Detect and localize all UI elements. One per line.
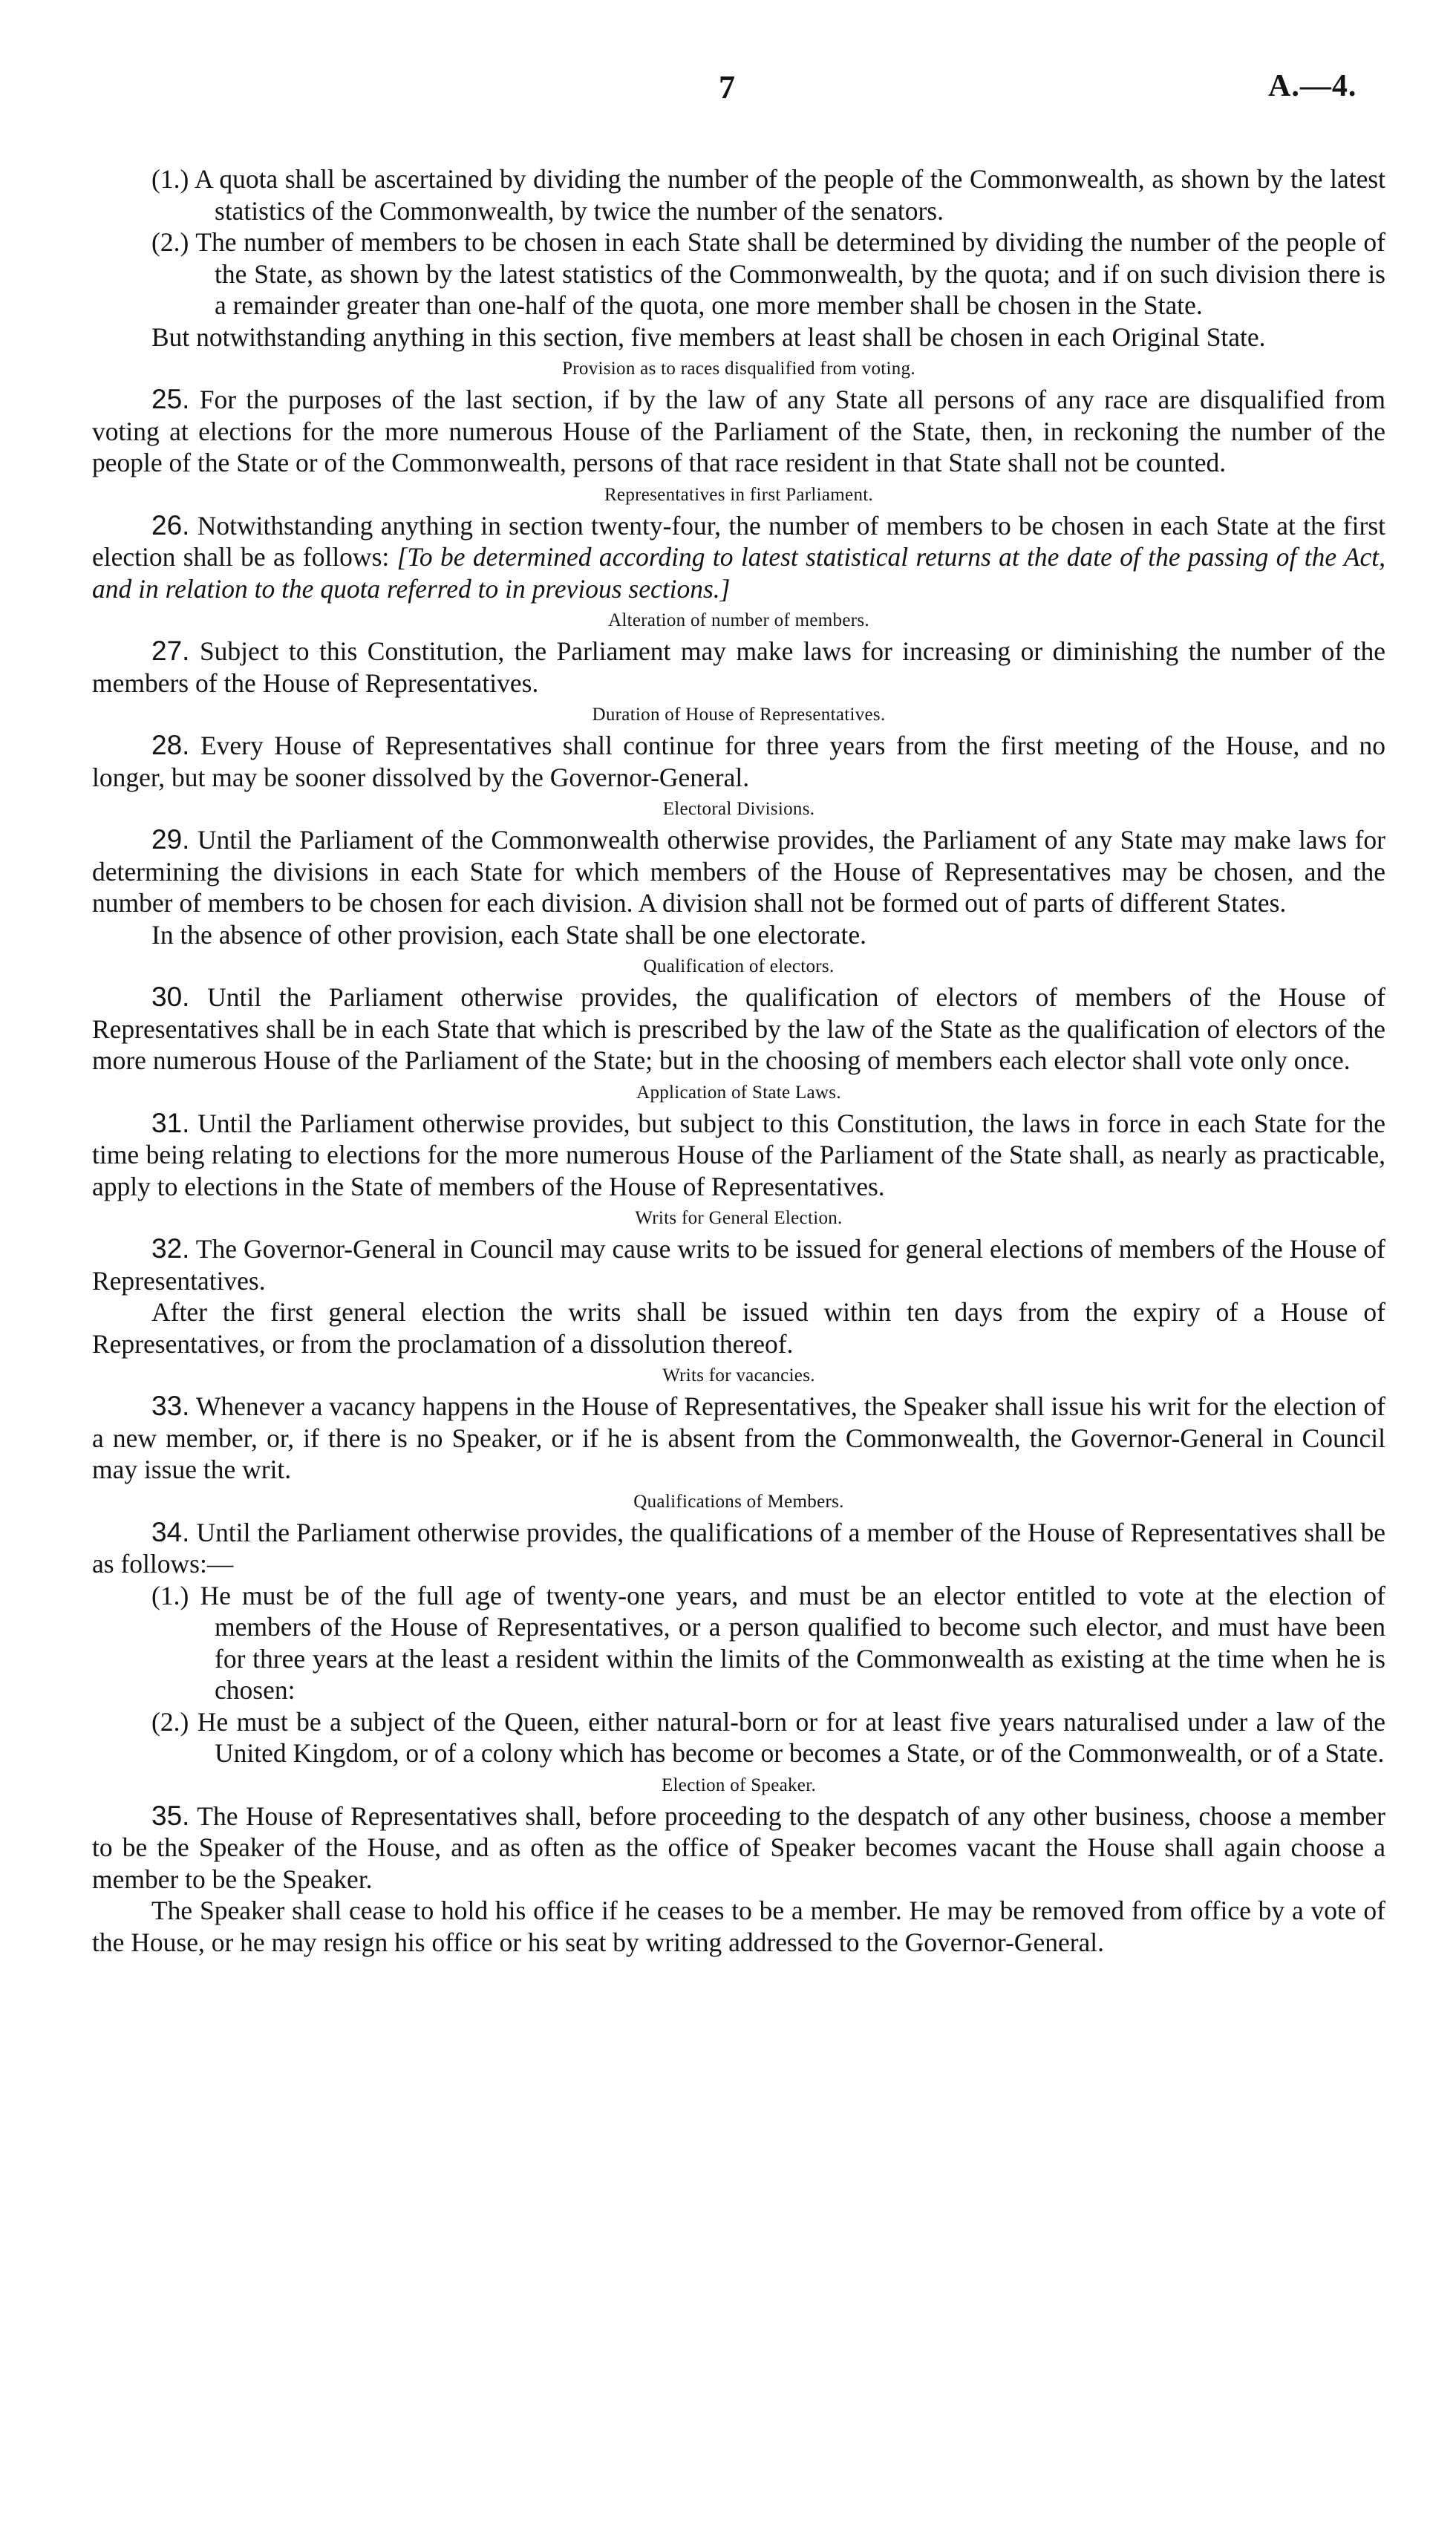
section-34: [92, 1517, 1385, 1580]
section-35-paragraph-2: The Speaker shall cease to hold his office if he ceases to be a member. He may be removed from office by a vote of the House, or he may resign his office or his seat by writing addressed to the Governor-General.: [92, 1896, 1385, 1957]
section-text: Until the Parliament otherwise provides, the qualification of electors of members of the House of Representatives shall be in each State that which is prescribed by the law of the State as the qualification of electors of the more numerous House of the Parliament of the State; but in the choosing of members each elector shall vote only once.: [92, 982, 1386, 1075]
section-number: 30.: [151, 982, 190, 1012]
section-28-marginal-note: Duration of House of Representatives.: [592, 705, 886, 725]
section-34-clause-1: [92, 1580, 1385, 1706]
section-text: Notwithstanding anything in section twenty-four, the number of members to be chosen in each State at the first election shall be as follows:: [92, 510, 1385, 572]
section-text: The Governor-General in Council may cause writs to be issued for general elections of members of the House of Representatives.: [92, 1234, 1386, 1296]
page-header: [0, 68, 1456, 113]
clause-number: (1.): [151, 164, 189, 194]
section-32: [92, 1233, 1385, 1296]
document-reference: A.—4.: [1268, 69, 1357, 103]
section-26-marginal-note: Representatives in first Parliament.: [604, 484, 874, 505]
section-33: [92, 1391, 1385, 1486]
clause-number: (2.): [151, 227, 189, 257]
section-25-marginal-note: Provision as to races disqualified from voting.: [562, 359, 915, 379]
section-number: 32.: [151, 1233, 190, 1264]
section-italic-note: [To be determined according to latest statistical returns at the date of the passing of the Act, and in relation to the quota referred to in previous sections.]: [92, 542, 1385, 604]
page-number: 7: [719, 69, 735, 105]
section-27: [92, 636, 1385, 699]
section-number: 31.: [151, 1107, 190, 1138]
section-30-marginal-note: Qualification of electors.: [643, 956, 835, 976]
section-34-marginal-note: Qualifications of Members.: [633, 1491, 844, 1512]
document-body: [92, 163, 1385, 1958]
section-number: 35.: [151, 1800, 190, 1831]
section-text: Until the Parliament otherwise provides, but subject to this Constitution, the laws in force in each State for the time being relating to elections for the more numerous House of the Parliament of the State shall, as nearly as practicable, apply to elections in the State of members of the House of Representatives.: [92, 1108, 1386, 1201]
section-number: 25.: [151, 384, 190, 414]
section-text: Until the Parliament of the Commonwealth otherwise provides, the Parliament of any State may make laws for determining the divisions in each State for which members of the House of Representatives may be chosen, and the number of members to be chosen for each division. A division shall not be formed out of parts of different States.: [92, 825, 1385, 918]
section-27-marginal-note: Alteration of number of members.: [608, 610, 869, 630]
section-28: [92, 730, 1385, 793]
section-26: [92, 510, 1385, 605]
clause-text: He must be a subject of the Queen, either natural-born or for at least five years naturalised under a law of the United Kingdom, or of a colony which has become or becomes a State, or of the Commonwealth, or of a State.: [197, 1706, 1386, 1768]
section-25: [92, 384, 1385, 479]
section-24-clause-1: [92, 163, 1385, 226]
section-number: 29.: [151, 824, 190, 855]
clause-text: The number of members to be chosen in each State shall be determined by dividing the number of the people of the State, as shown by the latest statistics of the Commonwealth, by the quota; and if on such division there is a remainder greater than one-half of the quota, one more member shall be chosen in the State.: [195, 227, 1386, 320]
section-30: [92, 982, 1385, 1077]
clause-number: (1.): [151, 1580, 189, 1610]
section-31-marginal-note: Application of State Laws.: [636, 1082, 841, 1103]
section-number: 34.: [151, 1516, 190, 1547]
section-text: For the purposes of the last section, if by the law of any State all persons of any race are disqualified from voting at elections for the more numerous House of the Parliament of the State, then, in reckoning the number of the people of the State or of the Commonwealth, persons of that race resident in that State shall not be counted.: [92, 385, 1386, 477]
section-number: 27.: [151, 636, 190, 666]
section-number: 26.: [151, 509, 190, 541]
section-text: Subject to this Constitution, the Parliament may make laws for increasing or diminishing the number of the members of the House of Representatives.: [92, 636, 1386, 698]
section-text: The House of Representatives shall, before proceeding to the despatch of any other business, choose a member to be the Speaker of the House, and as often as the office of Speaker becomes vacant the House shall again choose a member to be the Speaker.: [92, 1801, 1386, 1894]
section-24-tail: But notwithstanding anything in this section, five members at least shall be chosen in each Original State.: [151, 321, 1266, 352]
section-35: [92, 1801, 1385, 1896]
clause-number: (2.): [151, 1706, 189, 1737]
section-text: Whenever a vacancy happens in the House of Representatives, the Speaker shall issue his writ for the election of a new member, or, if there is no Speaker, or if he is absent from the Commonwealth, the Governor-General in Council may issue the writ.: [92, 1391, 1386, 1484]
section-35-marginal-note: Election of Speaker.: [661, 1775, 816, 1795]
clause-text: He must be of the full age of twenty-one years, and must be an elector entitled to vote at the election of members of the House of Representatives, or a person qualified to become such elector, and must have been for three years at the least a resident within the limits of the Commonwealth as existing at the time when he is chosen:: [200, 1580, 1385, 1705]
section-33-marginal-note: Writs for vacancies.: [662, 1365, 815, 1385]
section-24-clause-2: [92, 226, 1385, 321]
clause-text: A quota shall be ascertained by dividing the number of the people of the Commonwealth, as shown by the latest statistics of the Commonwealth, by twice the number of the senators.: [194, 164, 1386, 226]
section-number: 33.: [151, 1391, 190, 1421]
section-29-paragraph-2: In the absence of other provision, each State shall be one electorate.: [151, 919, 867, 950]
section-29: [92, 824, 1385, 919]
section-31: [92, 1108, 1385, 1203]
section-32-paragraph-2: After the first general election the writs shall be issued within ten days from the expiry of a House of Representatives, or from the proclamation of a dissolution thereof.: [92, 1297, 1385, 1359]
section-number: 28.: [151, 730, 190, 760]
section-text: Until the Parliament otherwise provides, the qualifications of a member of the House of Representatives shall be as follows:—: [92, 1517, 1385, 1579]
section-29-marginal-note: Electoral Divisions.: [662, 799, 815, 819]
section-32-marginal-note: Writs for General Election.: [635, 1208, 843, 1228]
section-34-clause-2: [92, 1706, 1385, 1769]
section-text: Every House of Representatives shall continue for three years from the first meeting of the House, and no longer, but may be sooner dissolved by the Governor-General.: [92, 731, 1386, 792]
